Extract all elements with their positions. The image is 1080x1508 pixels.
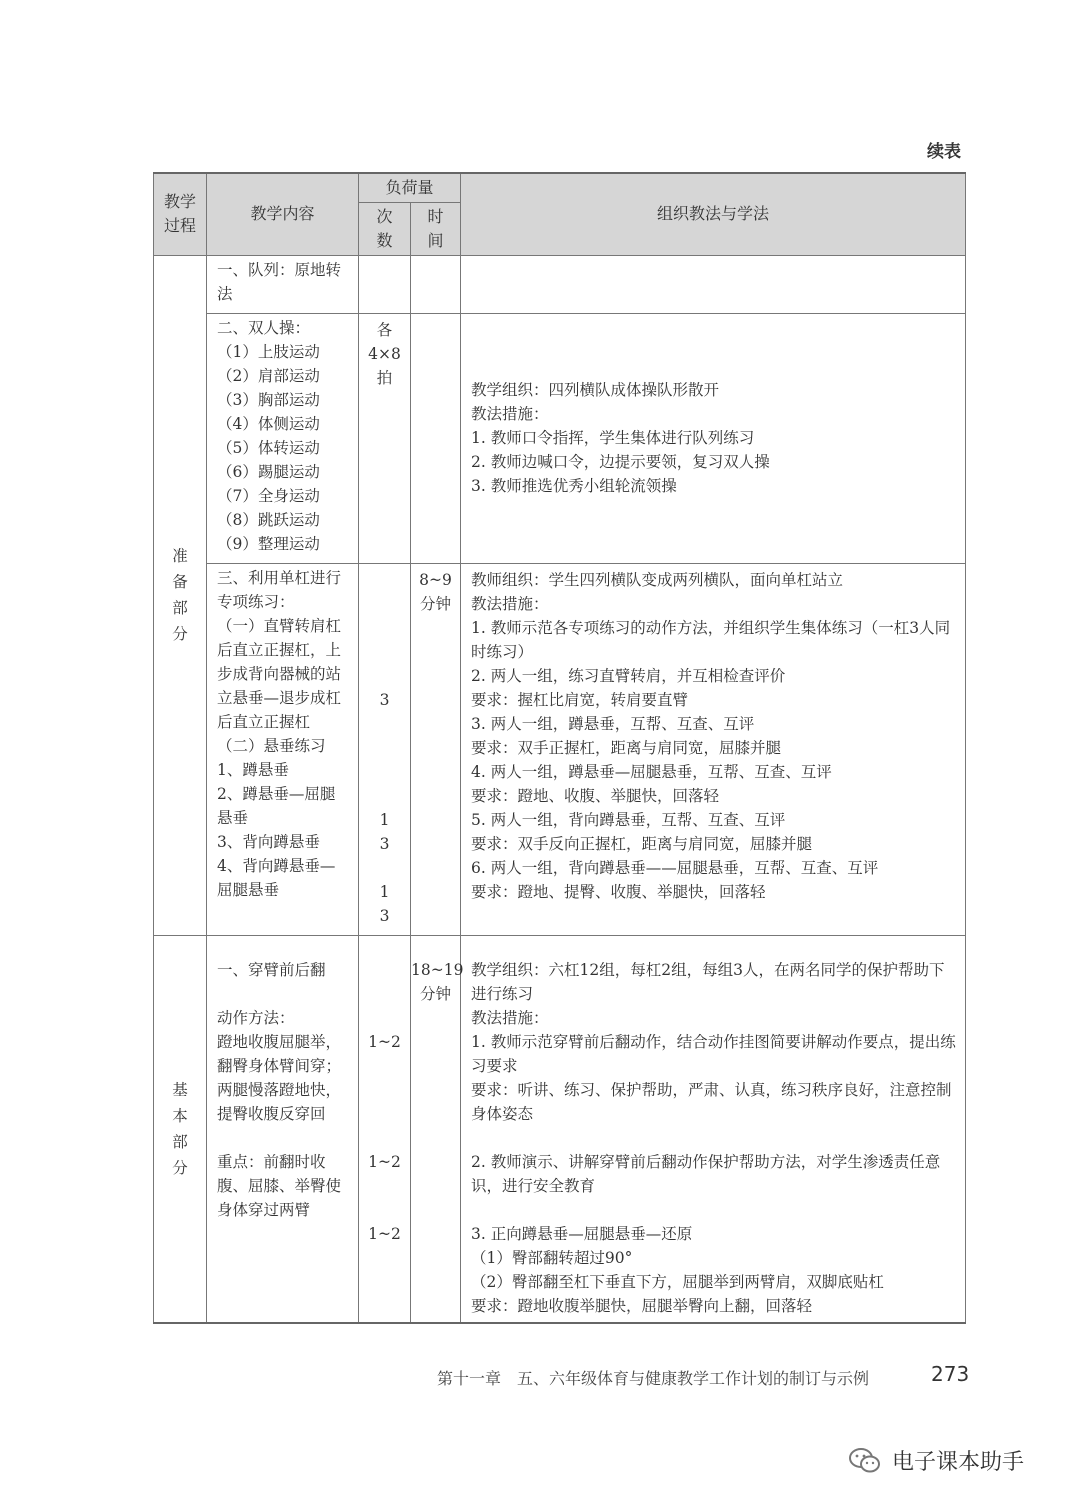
method-cell [461, 255, 966, 313]
header-times: 次数 [359, 202, 411, 255]
times-cell: 各 4×8 拍 [359, 313, 411, 563]
content-cell: 一、队列：原地转法 [207, 255, 359, 313]
header-duration: 时间 [411, 202, 461, 255]
table-row [154, 313, 966, 563]
header-method: 组织教法与学法 [461, 173, 966, 255]
header-stage: 教学过程 [154, 173, 207, 255]
stage-basic: 基本部分 [154, 935, 207, 1323]
table-row [154, 935, 966, 1323]
duration-cell: 8~9 分钟 [411, 563, 461, 935]
content-cell: 二、双人操： （1）上肢运动 （2）肩部运动 （3）胸部运动 （4）体侧运动 （5）体转运动 （6）踢腿运动 （7）全身运动 （8）跳跃运动 （9）整理运动 [207, 313, 359, 563]
method-cell: 教师组织：学生四列横队变成两列横队，面向单杠站立 教法措施： 1. 教师示范各专项练习的动作方法，并组织学生集体练习（一杠3人同时练习） 2. 两人一组，练习直臂转肩，并互相检查评价 要求：握杠比肩宽，转肩要直臂 3. 两人一组，蹲悬垂，互帮、互查、互评 要求：双手正握杠，距离与肩同宽，屈膝并腿 4. 两人一组，蹲悬垂—屈腿悬垂，互帮、互查、互评 要求：蹬地、收腹、举腿快，回落轻 5. 两人一组，背向蹲悬垂，互帮、互查、互评 要求：双手反向正握杠，距离与肩同宽，屈膝并腿 6. 两人一组，背向蹲悬垂——屈腿悬垂，互帮、互查、互评 要求：蹬地、提臀、收腹、举腿快，回落轻 [461, 563, 966, 935]
table-row [154, 563, 966, 935]
content-cell: 三、利用单杠进行专项练习： （一）直臂转肩杠后直立正握杠，上步成背向器械的站立悬垂—退步成杠后直立正握杠 （二）悬垂练习 1、蹲悬垂 2、蹲悬垂—屈腿悬垂 3、背向蹲悬垂 4、背向蹲悬垂—屈腿悬垂 [207, 563, 359, 935]
method-cell: 教学组织：六杠12组，每杠2组，每组3人，在两名同学的保护帮助下进行练习 教法措施： 1. 教师示范穿臂前后翻动作，结合动作挂图简要讲解动作要点，提出练习要求 要求：听讲、练习、保护帮助，严肃、认真，练习秩序良好，注意控制身体姿态 2. 教师演示、讲解穿臂前后翻动作保护帮助方法，对学生渗透责任意识，进行安全教育 3. 正向蹲悬垂—屈腿悬垂—还原 （1）臀部翻转超过90° （2）臀部翻至杠下垂直下方，屈腿举到两臂肩，双脚底贴杠 要求：蹬地收腹举腿快，屈腿举臀向上翻，回落轻 [461, 935, 966, 1323]
duration-cell [411, 313, 461, 563]
watermark-text: 电子课本助手 [892, 1450, 1025, 1475]
times-cell [359, 255, 411, 313]
header-load: 负荷量 [359, 173, 461, 202]
chapter-footer: 第十一章 五、六年级体育与健康教学工作计划的制订与示例 [437, 1369, 870, 1388]
header-content: 教学内容 [207, 173, 359, 255]
continued-label: 续表 [927, 142, 961, 162]
watermark [848, 1445, 1024, 1476]
method-cell: 教学组织：四列横队成体操队形散开 教法措施： 1. 教师口令指挥，学生集体进行队列练习 2. 教师边喊口令，边提示要领，复习双人操 3. 教师推选优秀小组轮流领操 [461, 313, 966, 563]
wechat-icon [848, 1446, 882, 1476]
duration-cell [411, 255, 461, 313]
table-row [154, 255, 966, 313]
content-cell: 一、穿臂前后翻 动作方法： 蹬地收腹屈腿举，翻臀身体臂间穿；两腿慢落蹬地快，提臀收腹反穿回 重点：前翻时收腹、屈膝、举臀使身体穿过两臂 [207, 935, 359, 1323]
stage-prep: 准备部分 [154, 255, 207, 935]
duration-cell: 18~19 分钟 [411, 935, 461, 1323]
times-cell: 3 1 3 1 3 [359, 563, 411, 935]
lesson-plan-table [153, 172, 966, 1324]
page-number: 273 [931, 1362, 970, 1386]
times-cell: 1~2 1~2 1~2 [359, 935, 411, 1323]
